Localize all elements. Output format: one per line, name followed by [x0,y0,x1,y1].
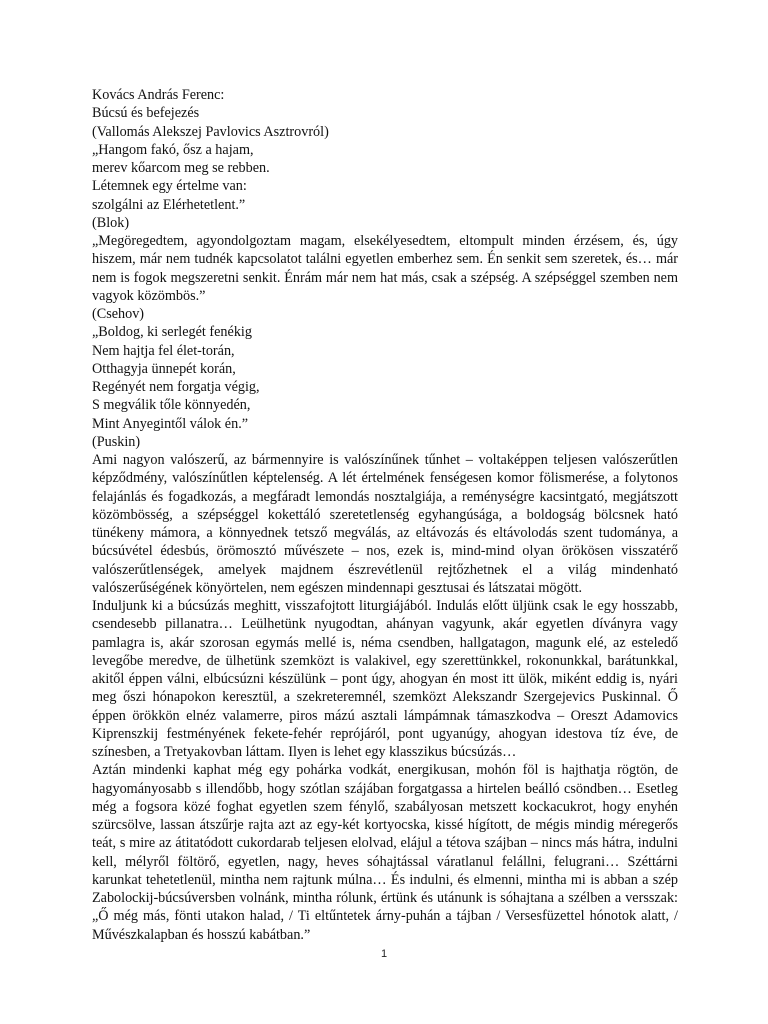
epigraph-source: (Puskin) [92,433,141,450]
epigraph-source: (Csehov) [92,306,145,322]
verse-line: S megválik tőle könnyedén, [92,397,251,414]
body-paragraph: Induljunk ki a búcsúzás meghitt, visszafojtott liturgiájából. Indulás előtt üljünk csak le egy hosszabb, csendesebb pillanatra… Leülhetünk nyugodtan, ahányan vagyunk, akár egyetlen díványra vagy pamlagra is, akár szorosan egymás mellé is, néma csendben, hallgatagon, magunk elé, az esteledő levegőbe meredve, de ülhetünk szemközt is valakivel, egy szerettünkkel, rokonunkkal, barátunkkal, akitől éppen válni, elbúcsúzni készülünk – pont úgy, ahogyan én most itt ülök, miként eddig is, nyári meg őszi hónapokon keresztül, a szekreteremnél, szemközt Alekszandr Szergejevics Puskinnal. Ő éppen örökkön elnéz valamerre, piros mázú asztali lámpámnak támaszkodva – Oreszt Adamovics Kiprenszkij festményének fekete-fehér reprójáról, pont ugyanúgy, ahogyan idestova tíz éve, de színesben, a Tretyakovban láttam. Ilyen is lehet egy klasszikus búcsúzás… [92,598,678,760]
verse-line: szolgálni az Elérhetetlent.” [92,196,246,213]
verse-line: „Hangom fakó, ősz a hajam, [92,141,254,158]
verse-line: Nem hajtja fel élet-torán, [92,342,235,359]
document-subtitle: (Vallomás Alekszej Pavlovics Asztrovról) [92,123,329,140]
author-line: Kovács András Ferenc: [92,87,225,103]
body-paragraph: Ami nagyon valószerű, az bármennyire is valószínűnek tűnhet – voltaképpen teljesen valószerűtlen képződmény, valószínűtlen képtelenség. A lét értelmének fenségesen komor fölismerése, a folytonos felajánlás és fogadkozás, a megfáradt lemondás nosztalgiája, a reménységre kacsintgató, megjátszott közömbösség, a szépséggel kokettáló szeretetlenség egyhangúsága, a boldogság bölcsnek ható tünékeny mámora, a könnyednek tetsző megválás, az eltávozás és eltávolodás szent tudománya, a búcsúvétel édesbús, örömosztó művészete – nos, ezek is, mind-mind olyan örökösen visszatérő valószerűtlenségek, amelyek majdnem észrevétlenül rejtőzhetnek el a világ mindenható valószerűségének könyörtelen, nem egészen mindennapi gesztusai és látszatai mögött. [92,452,678,596]
verse-line: Regényét nem forgatja végig, [92,379,260,395]
verse-line: Létemnek egy értelme van: [92,178,247,195]
epigraph-puskin [92,323,678,451]
epigraph-csehov [92,232,678,323]
body-paragraph: Aztán mindenki kaphat még egy pohárka vodkát, energikusan, mohón föl is hajthatja rögtön, de hagyományosabb s illendőbb, hogy szótlan szájában forgatgassa a hirtelen beálló csöndben… Esetleg még a fogsora közé foghat egyetlen szem fénylő, szabályosan metszett kockacukrot, hogy enyhén szürcsölve, lassan átszűrje rajta azt az egy-két kortyocska, kissé hígított, de mégis mindig méregerős teát, s mire az átitatódott cukordarab teljesen elolvad, elájul a tétova szájban – nincs más hátra, indulni kell, mélyről föltörő, egyetlen, nagy, heves sóhajtással váratlanul felállni, felugrani… Széttárni karunkat tehetetlenül, mintha nem rajtunk múlna… És indulni, és elmenni, mintha mi is abban a szép Zabolockij-búcsúversben volnánk, mintha rólunk, értünk és utánunk is sóhajtana a szélben a versszak: „Ő még más, fönti utakon halad, / Ti eltűntetek árny-puhán a tájban / Versesfüzettel hónotok alatt, / Művészkalapban és hosszú kabátban.” [92,762,678,943]
epigraph-quote: „Megöregedtem, agyondolgoztam magam, elsekélyesedtem, eltompult minden érzésem, és, úgy hiszem, már nem tudnék kapcsolatot találni egyetlen emberhez sem. Én senkit sem szeretek, és… már nem is fogok megszeretni senkit. Énrám már nem hat más, csak a szépség. A szépséggel szemben nem vagyok közömbös.” [92,233,678,304]
verse-line: Mint Anyegintől válok én.” [92,415,249,432]
epigraph-blok [92,141,678,232]
epigraph-source: (Blok) [92,214,130,231]
verse-line: „Boldog, ki serlegét fenékig [92,324,252,341]
document-body [92,86,678,944]
verse-line: merev kőarcom meg se rebben. [92,160,270,176]
verse-line: Otthagyja ünnepét korán, [92,360,236,377]
page-number: 1 [380,948,388,960]
document-title: Búcsú és befejezés [92,105,200,122]
